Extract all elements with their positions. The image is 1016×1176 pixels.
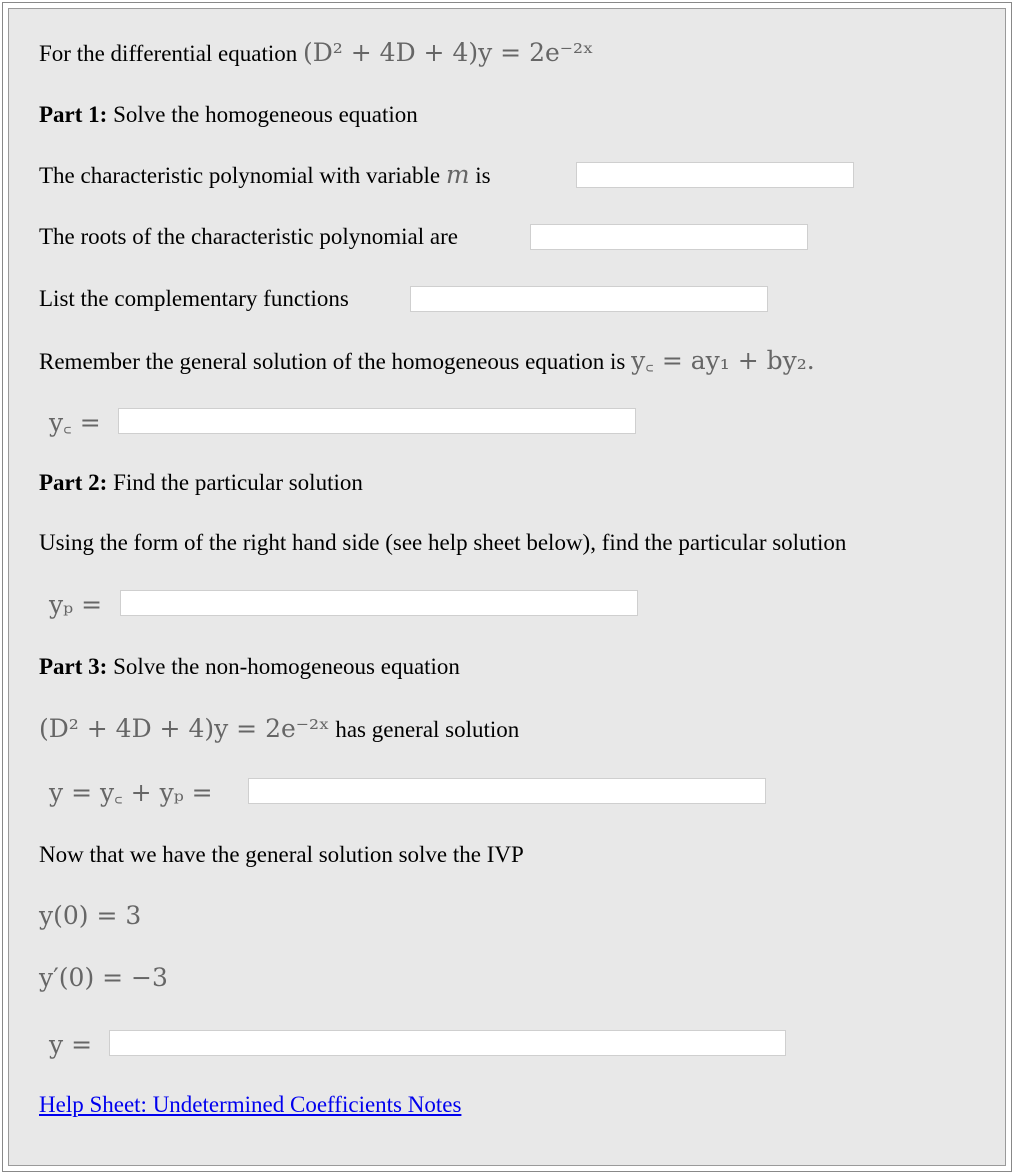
ic1-equation: y(0) = 3	[39, 901, 142, 930]
part1-title: Solve the homogeneous equation	[113, 102, 418, 127]
intro-text: For the differential equation	[39, 41, 298, 66]
char-poly-text: The characteristic polynomial with variable	[39, 163, 441, 188]
y-input[interactable]	[109, 1030, 786, 1056]
part3-equation-suffix: has general solution	[335, 717, 520, 742]
y-label: y =	[49, 1030, 93, 1059]
part2-title: Find the particular solution	[113, 470, 363, 495]
help-sheet-link[interactable]: Help Sheet: Undetermined Coefficients Notes	[39, 1092, 462, 1117]
yp-input[interactable]	[120, 590, 638, 616]
general-solution-input[interactable]	[248, 778, 766, 804]
help-link-line	[39, 1091, 461, 1119]
roots-input[interactable]	[530, 224, 808, 250]
char-poly-input[interactable]	[576, 162, 854, 188]
ivp-line	[39, 841, 524, 869]
part2-instruction-text: Using the form of the right hand side (see help sheet below), find the particular solution	[39, 530, 847, 555]
char-poly-suffix: is	[475, 163, 491, 188]
yp-line	[49, 591, 102, 620]
roots-text: The roots of the characteristic polynomial are	[39, 224, 458, 249]
roots-line	[39, 223, 458, 251]
ivp-text: Now that we have the general solution solve the IVP	[39, 842, 524, 867]
char-poly-line	[39, 161, 491, 190]
part3-equation: (D² + 4D + 4)y = 2e⁻²ˣ	[39, 714, 330, 743]
part2-label: Part 2:	[39, 470, 108, 495]
remember-line	[39, 347, 815, 376]
complementary-line	[39, 285, 349, 313]
part3-label: Part 3:	[39, 654, 108, 679]
ic2-equation: y′(0) = −3	[39, 963, 168, 992]
initial-condition-1	[39, 902, 141, 931]
yc-label: y꜀ =	[49, 408, 101, 437]
part3-heading	[39, 653, 460, 681]
initial-condition-2	[39, 964, 168, 993]
part3-equation-line	[39, 715, 519, 744]
remember-text: Remember the general solution of the homogeneous equation is	[39, 349, 626, 374]
yc-input[interactable]	[118, 408, 636, 434]
general-solution-line	[49, 779, 213, 808]
complementary-text: List the complementary functions	[39, 286, 349, 311]
general-solution-label: y = y꜀ + yₚ =	[49, 778, 213, 807]
intro-line	[39, 39, 594, 68]
part2-heading	[39, 469, 363, 497]
yp-label: yₚ =	[49, 590, 103, 619]
char-poly-var: m	[445, 160, 470, 189]
y-line	[49, 1031, 92, 1060]
problem-panel	[8, 8, 1006, 1166]
yc-line	[49, 409, 101, 438]
outer-frame	[2, 2, 1012, 1172]
part2-instruction	[39, 529, 846, 557]
remember-equation: y꜀ = ay₁ + by₂.	[631, 346, 815, 375]
part3-title: Solve the non-homogeneous equation	[113, 654, 460, 679]
intro-equation: (D² + 4D + 4)y = 2e⁻²ˣ	[303, 38, 594, 67]
complementary-input[interactable]	[410, 286, 768, 312]
part1-heading	[39, 101, 418, 129]
part1-label: Part 1:	[39, 102, 108, 127]
